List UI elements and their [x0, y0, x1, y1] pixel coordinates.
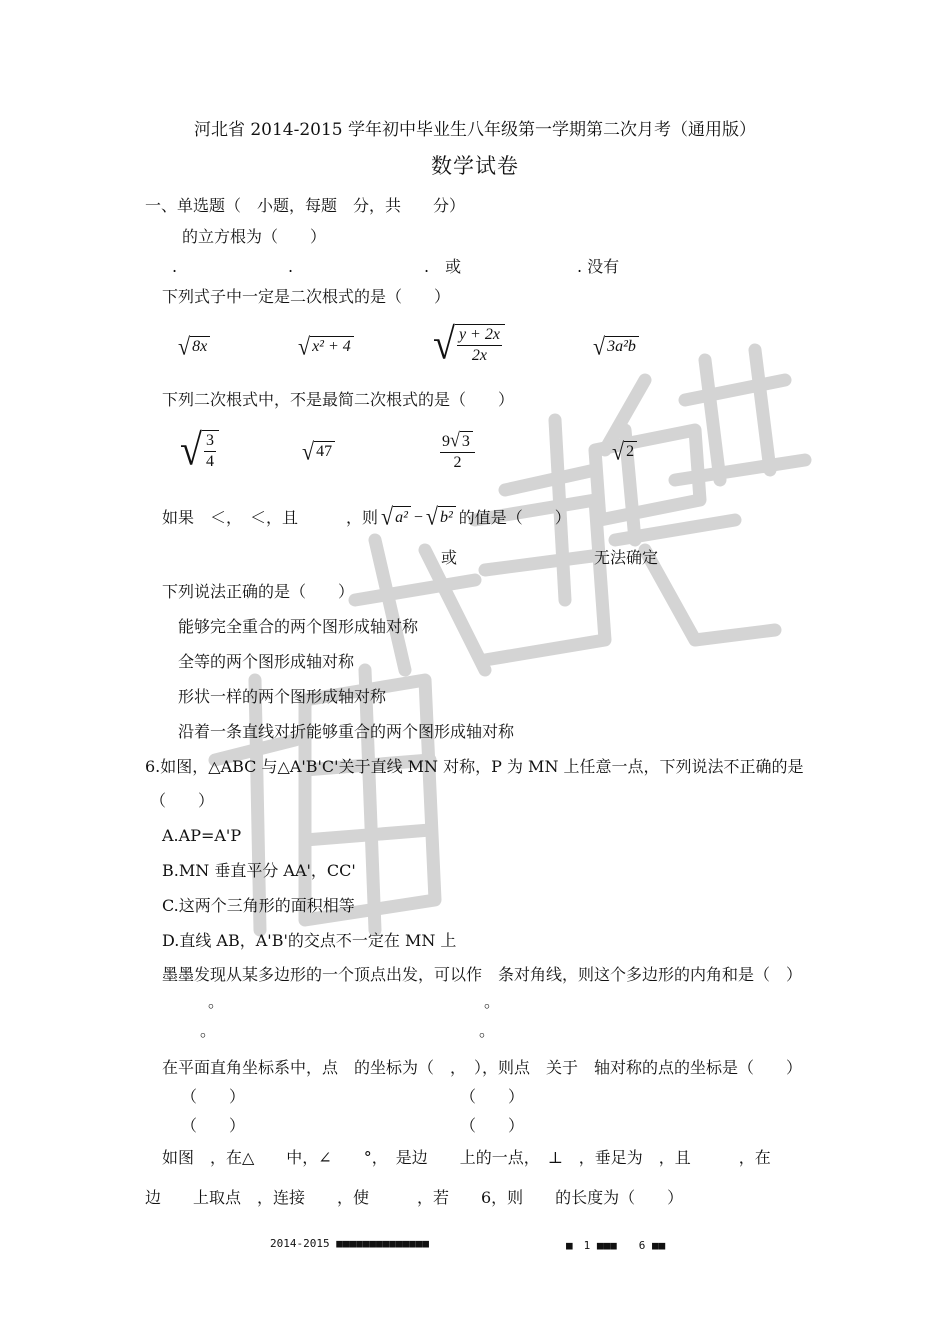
q4-stem-prefix: 如果 ＜， ＜，且 ，则	[162, 508, 379, 527]
q2-option-b: √ x² + 4	[298, 336, 354, 359]
q2-stem: 下列式子中一定是二次根式的是（ ）	[162, 287, 451, 306]
q3-option-c-coefficient: 9	[442, 433, 450, 450]
q4-option-d: 无法确定	[594, 548, 659, 567]
q5-option-a: 能够完全重合的两个图形成轴对称	[178, 617, 419, 636]
q9-line1: 如图 ，在△ 中，∠ °， 是边 上的一点， ⊥ ，垂足为 ，且 ，在	[162, 1148, 771, 1167]
q7-option-c: 。	[200, 1021, 217, 1040]
q2-option-a-radicand: 8x	[190, 336, 210, 358]
q7-stem: 墨墨发现从某多边形的一个顶点出发，可以作 条对角线，则这个多边形的内角和是（ ）	[162, 965, 803, 984]
q3-option-b: √ 47	[302, 441, 335, 464]
q4-minus: −	[413, 509, 423, 526]
q6-paren: （ ）	[150, 791, 215, 810]
watermark	[175, 340, 815, 940]
q2-option-c-denominator: 2x	[471, 347, 487, 364]
q6-option-b: B.MN 垂直平分 AA'，CC'	[162, 861, 356, 880]
q2-option-c: √ $\frac{y + 2x}{2x}$	[433, 324, 505, 365]
q6-option-c: C.这两个三角形的面积相等	[162, 896, 355, 915]
q6-option-d: D.直线 AB，A'B'的交点不一定在 MN 上	[162, 931, 457, 950]
q5-option-b: 全等的两个图形成轴对称	[178, 652, 355, 671]
q6-stem: 6.如图，△ABC 与△A'B'C'关于直线 MN 对称，P 为 MN 上任意一点，下列说法不正确的是	[145, 757, 804, 776]
q5-option-c: 形状一样的两个图形成轴对称	[178, 687, 387, 706]
page-number: ■ 1 ■■■ 6 ■■	[566, 1239, 666, 1252]
q4-stem-suffix: 的值是（ ）	[458, 508, 571, 527]
q5-stem: 下列说法正确的是（ ）	[162, 582, 355, 601]
q2-option-c-numerator: y + 2x	[457, 326, 502, 346]
q9-line2: 边 上取点 ，连接 ，使 ，若 6，则 的长度为（ ）	[145, 1188, 684, 1207]
q8-option-b: （ ）	[460, 1087, 525, 1106]
q3-option-d: √ 2	[612, 441, 637, 464]
q8-option-d: （ ）	[460, 1116, 525, 1135]
q1-option-b: .	[288, 257, 294, 276]
q7-option-d: 。	[479, 1021, 496, 1040]
q2-option-a: √ 8x	[178, 336, 210, 359]
q3-option-b-radicand: 47	[314, 441, 335, 463]
q3-stem: 下列二次根式中，不是最简二次根式的是（ ）	[162, 390, 515, 409]
q3-option-a-denominator: 4	[205, 453, 214, 470]
q2-option-d-radicand: 3a²b	[605, 336, 639, 358]
q7-option-a: 。	[208, 992, 225, 1011]
q1-option-d: . 没有	[577, 257, 620, 276]
q4-stem: 如果 ＜， ＜，且 ，则 √ a² − √ b² 的值是（ ）	[162, 502, 571, 531]
q3-option-a: √ $\frac{3}{4}$	[180, 430, 219, 471]
q1-option-c: . 或	[424, 257, 462, 276]
section-heading: 一、单选题（ 小题，每题 分，共 分）	[145, 196, 466, 215]
q4-option-c: 或	[441, 548, 458, 567]
q1-stem: 的立方根为（ ）	[182, 227, 327, 246]
q8-stem: 在平面直角坐标系中，点 的坐标为（ ， ），则点 关于 轴对称的点的坐标是（ ）	[162, 1058, 803, 1077]
q7-option-b: 。	[484, 992, 501, 1011]
q8-option-a: （ ）	[181, 1087, 246, 1106]
footer-left: 2014-2015 ■■■■■■■■■■■■■■	[270, 1237, 429, 1250]
q2-option-d: √ 3a²b	[593, 336, 639, 359]
q2-option-b-radicand: x² + 4	[310, 336, 354, 358]
q5-option-d: 沿着一条直线对折能够重合的两个图形成轴对称	[178, 722, 515, 741]
document-subtitle: 数学试卷	[431, 154, 519, 178]
q1-option-a: .	[172, 257, 178, 276]
q3-option-c-denominator: 2	[453, 454, 462, 471]
q4-radical-a: a²	[393, 506, 411, 528]
q8-option-c: （ ）	[181, 1116, 246, 1135]
q6-option-a: A.AP=A'P	[162, 826, 242, 845]
document-title: 河北省 2014-2015 学年初中毕业生八年级第一学期第二次月考（通用版）	[193, 120, 757, 140]
q4-radical-b: b²	[438, 506, 456, 528]
q3-option-a-numerator: 3	[204, 432, 216, 452]
q3-option-c: 9 √ 3 2	[440, 431, 475, 472]
q3-option-d-radicand: 2	[624, 441, 637, 463]
q3-option-c-radicand: 3	[460, 431, 473, 451]
